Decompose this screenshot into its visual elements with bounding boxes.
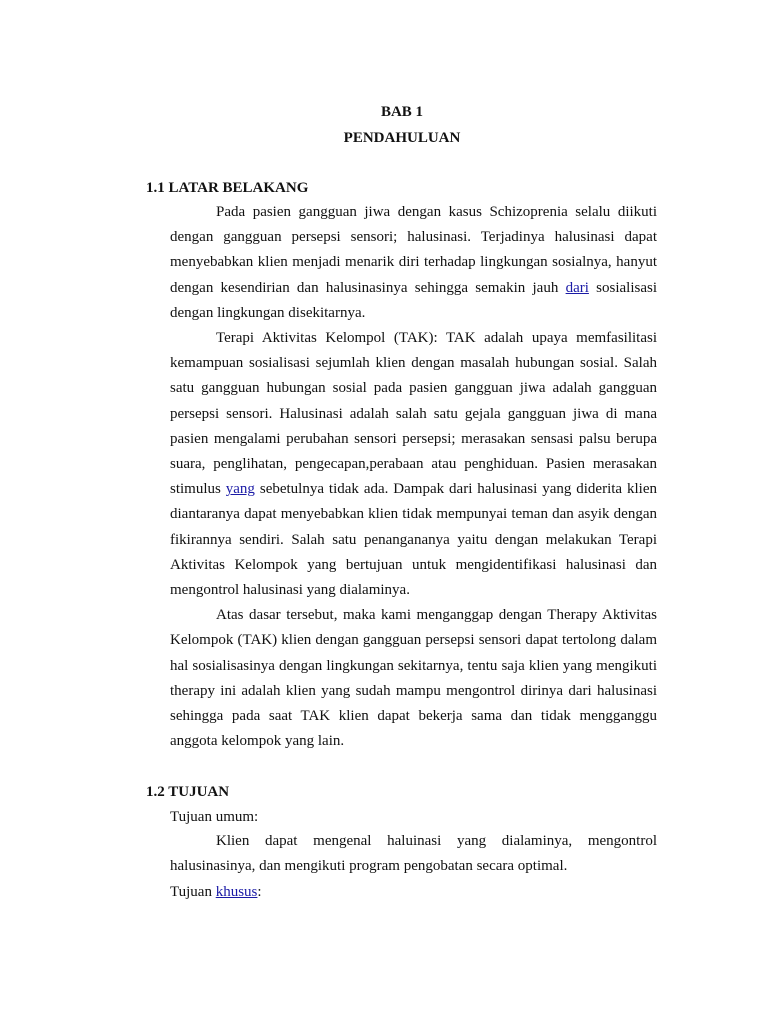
latar-belakang-body (170, 200, 657, 754)
paragraph-2 (170, 326, 657, 603)
paragraph-1-text-a: Pada pasien gangguan jiwa dengan kasus Schizoprenia selalu diikuti dengan gangguan persepsi sensori; halusinasi. Terjadinya halusinasi dapat menyebabkan klien menjadi menarik diri terhadap lingkungan sosialnya, hanyut dengan kesendirian dan halusinasinya sehingga semakin jauh (170, 204, 657, 296)
paragraph-2-text-a: Terapi Aktivitas Kelompol (TAK): TAK adalah upaya memfasilitasi kemampuan sosialisasi sejumlah klien dengan masalah hubungan sosial. Salah satu gangguan hubungan sosial pada pasien gangguan jiwa adalah gangguan persepsi sensori. Halusinasi adalah salah satu gejala gangguan jiwa di mana pasien mengalami perubahan sensori persepsi; merasakan sensasi palsu berupa suara, penglihatan, pengecapan,perabaan atau penghiduan. Pasien merasakan stimulus (170, 330, 657, 498)
paragraph-3: Atas dasar tersebut, maka kami menganggap dengan Therapy Aktivitas Kelompok (TAK) klien dengan gangguan persepsi sensori dapat tertolong dalam hal sosialisasinya dengan lingkungan sekitarnya, tentu saja klien yang mengikuti therapy ini adalah klien yang sudah mampu mengontrol dirinya dari halusinasi sehingga pada saat TAK klien dapat bekerja sama dan tidak mengganggu anggota kelompok yang lain. (170, 607, 657, 750)
section-heading-tujuan: 1.2 TUJUAN (146, 784, 230, 800)
chapter-title: PENDAHULUAN (343, 130, 461, 146)
link-dari[interactable]: dari (565, 279, 589, 296)
link-yang[interactable]: yang (225, 481, 255, 498)
tujuan-umum-label: Tujuan umum: (170, 809, 259, 825)
tujuan-khusus-prefix: Tujuan (170, 884, 216, 900)
paragraph-1-text-b: sosialisasi dengan lingkungan disekitarnya. (170, 279, 657, 321)
chapter-label: BAB 1 (380, 104, 424, 120)
tujuan-khusus-label (170, 882, 262, 902)
paragraph-2-text-b: sebetulnya tidak ada. Dampak dari halusinasi yang diderita klien diantaranya dapat menyebabkan klien tidak mempunyai teman dan asyik dengan fikirannya sendiri. Salah satu penangananya yaitu dengan melakukan Terapi Aktivitas Kelompok yang bertujuan untuk mengidentifikasi halusinasi dan mengontrol halusinasi yang dialaminya. (170, 481, 657, 599)
tujuan-umum-body (170, 829, 657, 879)
section-heading-latar-belakang: 1.1 LATAR BELAKANG (146, 180, 309, 196)
paragraph-1 (170, 200, 657, 326)
tujuan-umum-text: Klien dapat mengenal haluinasi yang dialaminya, mengontrol halusinasinya, dan mengikuti program pengobatan secara optimal. (170, 833, 657, 875)
tujuan-khusus-suffix: : (257, 884, 262, 900)
link-khusus[interactable]: khusus (215, 884, 258, 900)
